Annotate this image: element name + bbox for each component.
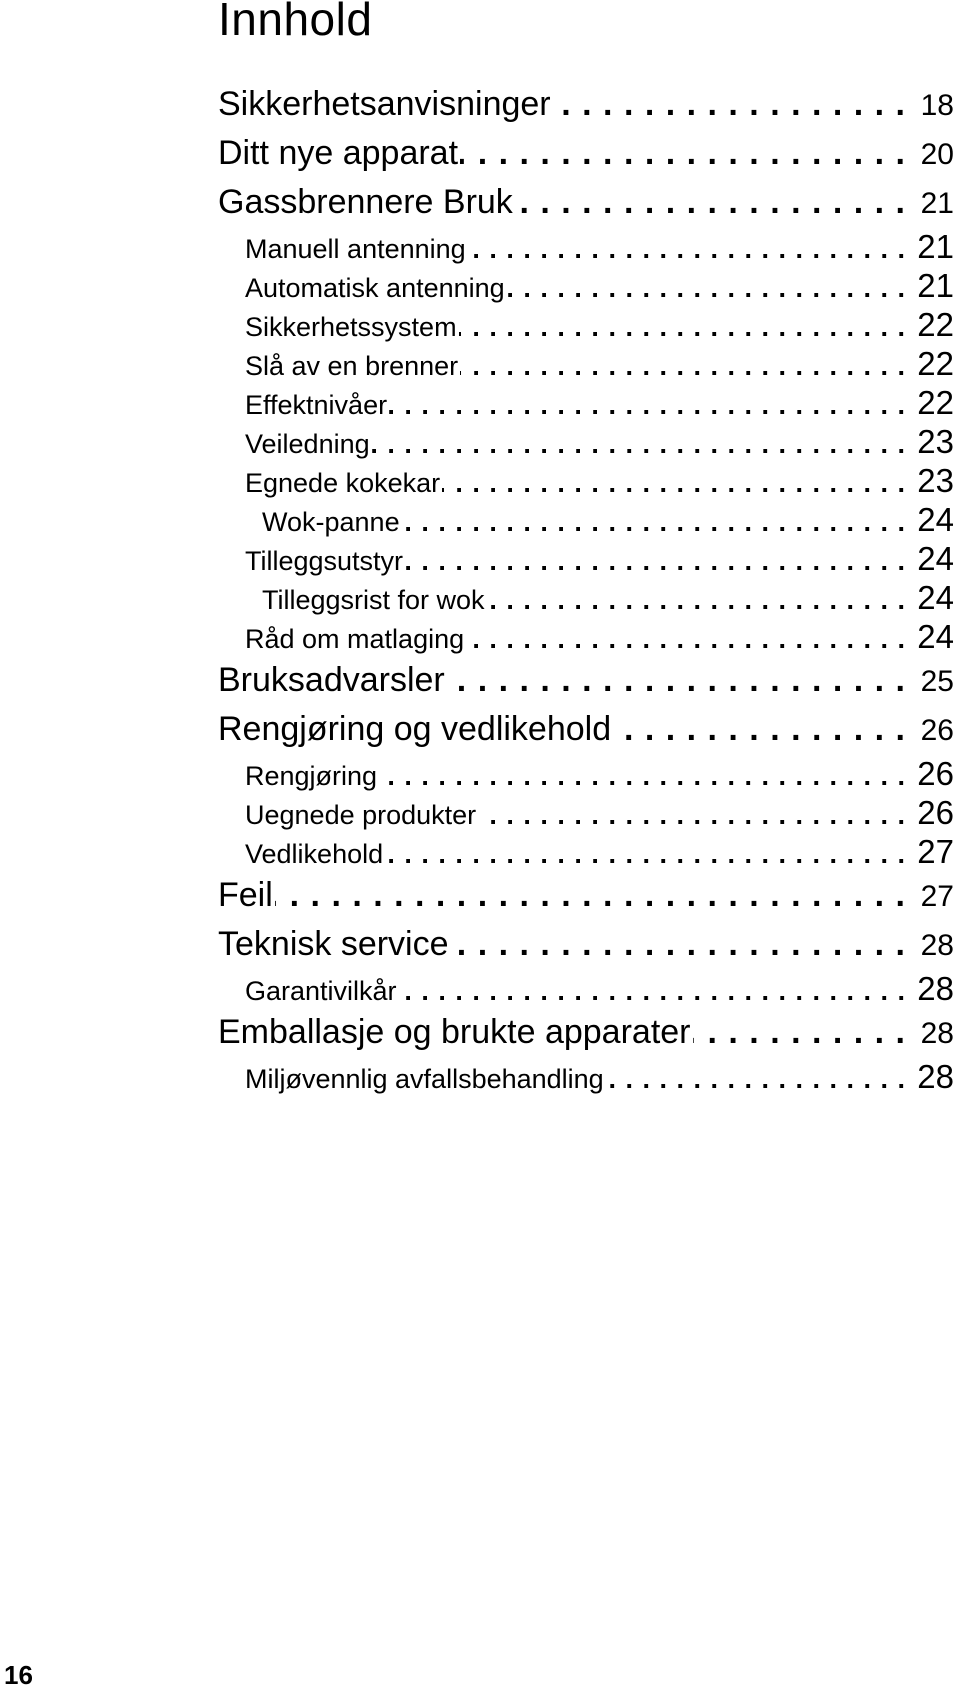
table-of-contents xyxy=(218,80,954,1096)
toc-entry-label: Emballasje og brukte apparater xyxy=(218,1013,691,1051)
toc-dot-leader xyxy=(405,542,906,578)
toc-dot-leader xyxy=(372,425,906,461)
toc-entry-page: 21 xyxy=(917,228,954,265)
toc-entry[interactable] xyxy=(218,383,954,422)
toc-entry[interactable] xyxy=(218,178,954,227)
toc-entry[interactable] xyxy=(218,80,954,129)
toc-entry-label: Vedlikehold xyxy=(245,839,384,869)
toc-entry[interactable] xyxy=(218,578,954,617)
toc-entry-page: 28 xyxy=(917,1058,954,1095)
toc-entry-label: Automatisk antenning xyxy=(245,273,505,303)
toc-entry-label: Uegnede produkter xyxy=(245,800,477,830)
toc-entry[interactable] xyxy=(218,871,954,920)
toc-entry-label: Garantivilkår xyxy=(245,976,397,1006)
toc-entry-label: Bruksadvarsler xyxy=(218,661,445,699)
toc-entry-page: 27 xyxy=(920,880,954,913)
toc-entry[interactable] xyxy=(218,500,954,539)
toc-entry-page: 26 xyxy=(917,794,954,831)
toc-entry-label: Effektnivåer xyxy=(245,390,388,420)
toc-dot-leader xyxy=(487,581,906,617)
toc-dot-leader xyxy=(385,835,906,871)
toc-dot-leader xyxy=(379,757,906,793)
toc-entry-page: 20 xyxy=(920,138,954,171)
toc-entry[interactable] xyxy=(218,617,954,656)
toc-entry[interactable] xyxy=(218,656,954,705)
toc-entry-page: 24 xyxy=(917,540,954,577)
toc-entry-page: 26 xyxy=(920,714,954,747)
toc-entry-page: 27 xyxy=(917,833,954,870)
toc-dot-leader xyxy=(466,620,906,656)
toc-dot-leader xyxy=(399,972,906,1008)
toc-entry-page: 24 xyxy=(917,618,954,655)
toc-entry-label: Råd om matlaging xyxy=(245,624,465,654)
toc-entry[interactable] xyxy=(218,344,954,383)
toc-entry-page: 28 xyxy=(920,929,954,962)
toc-entry[interactable] xyxy=(218,266,954,305)
toc-entry-label: Wok-panne xyxy=(262,507,400,537)
toc-dot-leader xyxy=(275,871,906,920)
toc-entry-page: 23 xyxy=(917,462,954,499)
toc-entry-page: 28 xyxy=(920,1017,954,1050)
toc-entry-label: Slå av en brenner xyxy=(245,351,459,381)
toc-entry-page: 23 xyxy=(917,423,954,460)
toc-dot-leader xyxy=(553,80,906,129)
toc-entry-label: Rengjøring xyxy=(245,761,378,791)
toc-dot-leader xyxy=(442,464,906,500)
toc-entry[interactable] xyxy=(218,1008,954,1057)
toc-entry-label: Veiledning xyxy=(245,429,370,459)
page-number: 16 xyxy=(4,1660,33,1690)
toc-entry-label: Tilleggsrist for wok xyxy=(262,585,485,615)
toc-dot-leader xyxy=(613,705,906,754)
toc-dot-leader xyxy=(459,308,906,344)
toc-entry[interactable] xyxy=(218,227,954,266)
toc-dot-leader xyxy=(447,656,906,705)
toc-entry-page: 28 xyxy=(917,970,954,1007)
toc-dot-leader xyxy=(451,920,906,969)
toc-entry[interactable] xyxy=(218,539,954,578)
toc-entry[interactable] xyxy=(218,422,954,461)
toc-entry-page: 21 xyxy=(920,187,954,220)
toc-entry-page: 26 xyxy=(917,755,954,792)
toc-dot-leader xyxy=(693,1008,907,1057)
toc-entry-label: Teknisk service xyxy=(218,925,449,963)
toc-dot-leader xyxy=(478,796,906,832)
toc-entry[interactable] xyxy=(218,969,954,1008)
toc-entry-label: Egnede kokekar xyxy=(245,468,441,498)
toc-entry-label: Ditt nye apparat xyxy=(218,134,459,172)
toc-entry-page: 22 xyxy=(917,384,954,421)
toc-dot-leader xyxy=(606,1060,906,1096)
toc-entry[interactable] xyxy=(218,705,954,754)
toc-entry[interactable] xyxy=(218,305,954,344)
toc-entry-label: Tilleggsutstyr xyxy=(245,546,404,576)
toc-dot-leader xyxy=(389,386,906,422)
toc-entry[interactable] xyxy=(218,754,954,793)
toc-entry-page: 21 xyxy=(917,267,954,304)
toc-dot-leader xyxy=(402,503,906,539)
toc-entry-label: Feil xyxy=(218,876,273,914)
toc-entry-label: Sikkerhetsanvisninger xyxy=(218,85,551,123)
toc-dot-leader xyxy=(468,230,906,266)
toc-entry[interactable] xyxy=(218,920,954,969)
toc-entry-page: 25 xyxy=(920,665,954,698)
toc-entry-label: Manuell antenning xyxy=(245,234,466,264)
toc-entry-label: Miljøvennlig avfallsbehandling xyxy=(245,1064,604,1094)
toc-dot-leader xyxy=(507,269,906,305)
toc-entry[interactable] xyxy=(218,1057,954,1096)
toc-entry-label: Sikkerhetssystem xyxy=(245,312,457,342)
toc-entry-label: Rengjøring og vedlikehold xyxy=(218,710,612,748)
toc-dot-leader xyxy=(460,347,906,383)
toc-entry-page: 24 xyxy=(917,501,954,538)
toc-entry[interactable] xyxy=(218,461,954,500)
toc-entry-page: 22 xyxy=(917,306,954,343)
toc-entry-page: 24 xyxy=(917,579,954,616)
toc-entry-label: Gassbrennere Bruk xyxy=(218,183,513,221)
toc-entry[interactable] xyxy=(218,832,954,871)
toc-dot-leader xyxy=(515,178,906,227)
toc-entry-page: 18 xyxy=(920,89,954,122)
toc-dot-leader xyxy=(460,129,906,178)
toc-entry[interactable] xyxy=(218,793,954,832)
toc-entry-page: 22 xyxy=(917,345,954,382)
toc-entry[interactable] xyxy=(218,129,954,178)
page-title: Innhold xyxy=(218,0,373,45)
